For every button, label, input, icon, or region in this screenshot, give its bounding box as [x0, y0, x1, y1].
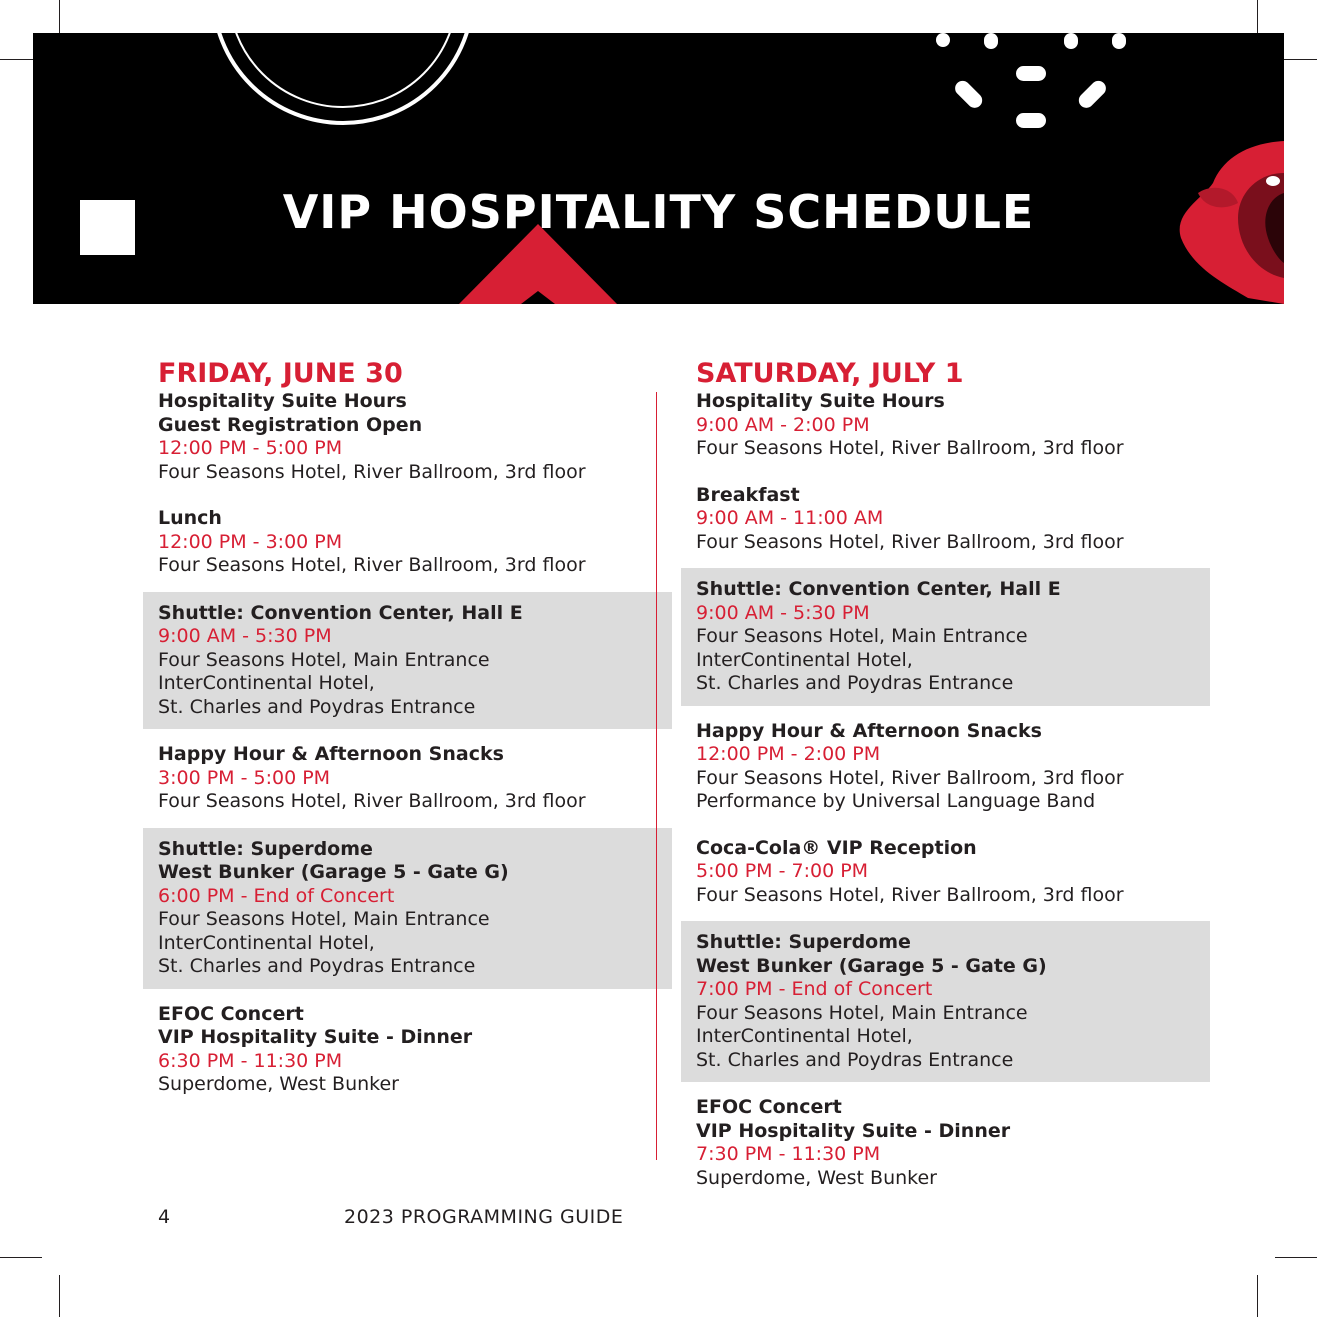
event-time: 12:00 PM - 2:00 PM — [696, 743, 881, 765]
event-location: Four Seasons Hotel, River Ballroom, 3rd floor — [696, 766, 1124, 789]
event-block — [696, 720, 1172, 814]
event-block — [158, 743, 634, 814]
crop-mark — [59, 1275, 60, 1317]
event-block — [696, 1096, 1172, 1190]
event-time: 7:30 PM - 11:30 PM — [696, 1143, 881, 1165]
event-block — [696, 390, 1172, 461]
event-title: Hospitality Suite Hours — [696, 390, 945, 412]
page-number: 4 — [158, 1206, 171, 1228]
column-divider — [656, 392, 657, 1160]
event-location: St. Charles and Poydras Entrance — [696, 1048, 1014, 1071]
day-column-friday — [158, 358, 634, 1097]
event-block — [696, 484, 1172, 555]
event-title: Coca-Cola® VIP Reception — [696, 836, 977, 859]
crop-mark — [1275, 1257, 1317, 1258]
event-title: Lunch — [158, 507, 222, 529]
event-block — [696, 837, 1172, 908]
header-banner — [33, 33, 1284, 304]
event-location: St. Charles and Poydras Entrance — [158, 955, 476, 977]
event-time: 9:00 AM - 5:30 PM — [158, 625, 332, 647]
event-title: VIP Hospitality Suite - Dinner — [158, 1026, 473, 1048]
day-heading: SATURDAY, JULY 1 — [696, 358, 964, 389]
event-time: 12:00 PM - 3:00 PM — [158, 530, 343, 553]
event-title: VIP Hospitality Suite - Dinner — [696, 1119, 1011, 1142]
crop-mark — [1257, 1275, 1258, 1317]
event-location: Four Seasons Hotel, River Ballroom, 3rd floor — [158, 460, 586, 483]
event-location: Four Seasons Hotel, River Ballroom, 3rd floor — [158, 554, 586, 576]
event-block — [158, 1003, 634, 1097]
event-location: Four Seasons Hotel, River Ballroom, 3rd floor — [696, 437, 1124, 459]
event-title: Guest Registration Open — [158, 413, 423, 436]
event-time: 6:30 PM - 11:30 PM — [158, 1049, 343, 1072]
event-location: St. Charles and Poydras Entrance — [696, 672, 1014, 694]
event-time: 12:00 PM - 5:00 PM — [158, 437, 343, 459]
event-location: Superdome, West Bunker — [158, 1073, 399, 1095]
shuttle-event-block — [143, 592, 672, 730]
event-location: Four Seasons Hotel, River Ballroom, 3rd floor — [158, 790, 586, 812]
event-location: Four Seasons Hotel, River Ballroom, 3rd floor — [696, 883, 1124, 906]
event-location: St. Charles and Poydras Entrance — [158, 695, 476, 718]
event-location: Four Seasons Hotel, Main Entrance — [696, 625, 1028, 647]
banner-decorations — [33, 33, 1284, 304]
event-location: InterContinental Hotel, — [158, 672, 375, 694]
event-title: Happy Hour & Afternoon Snacks — [158, 743, 504, 765]
event-time: 7:00 PM - End of Concert — [696, 978, 933, 1000]
event-title: EFOC Concert — [158, 1002, 304, 1025]
event-time: 9:00 AM - 11:00 AM — [696, 507, 884, 529]
event-title: Hospitality Suite Hours — [158, 390, 407, 412]
event-time: 5:00 PM - 7:00 PM — [696, 860, 869, 882]
event-title: West Bunker (Garage 5 - Gate G) — [696, 954, 1047, 977]
event-location: InterContinental Hotel, — [696, 648, 913, 671]
event-location: Superdome, West Bunker — [696, 1166, 937, 1189]
shuttle-event-block — [681, 568, 1210, 706]
event-block — [158, 507, 634, 578]
event-title: Shuttle: Superdome — [158, 837, 373, 860]
event-title: Shuttle: Convention Center, Hall E — [696, 578, 1061, 600]
sunburst-dots-decoration — [936, 33, 1126, 128]
event-title: West Bunker (Garage 5 - Gate G) — [158, 861, 509, 883]
event-time: 3:00 PM - 5:00 PM — [158, 766, 331, 789]
guide-title: 2023 PROGRAMMING GUIDE — [344, 1206, 624, 1228]
day-column-saturday — [696, 358, 1172, 1190]
crop-mark — [0, 1257, 42, 1258]
event-time: 9:00 AM - 2:00 PM — [696, 413, 870, 436]
event-title: EFOC Concert — [696, 1096, 842, 1118]
event-title: Happy Hour & Afternoon Snacks — [696, 719, 1042, 742]
event-location: InterContinental Hotel, — [696, 1025, 913, 1047]
event-block — [158, 390, 634, 484]
event-location: Four Seasons Hotel, Main Entrance — [696, 1001, 1028, 1024]
event-title: Shuttle: Convention Center, Hall E — [158, 601, 523, 624]
event-time: 9:00 AM - 5:30 PM — [696, 601, 870, 624]
event-time: 6:00 PM - End of Concert — [158, 884, 395, 907]
shuttle-event-block — [681, 921, 1210, 1082]
event-location: Four Seasons Hotel, River Ballroom, 3rd floor — [696, 530, 1124, 553]
event-location: Four Seasons Hotel, Main Entrance — [158, 908, 490, 930]
day-heading: FRIDAY, JUNE 30 — [158, 358, 403, 389]
event-location: Performance by Universal Language Band — [696, 790, 1096, 812]
event-location: Four Seasons Hotel, Main Entrance — [158, 648, 490, 671]
page-title: VIP HOSPITALITY SCHEDULE — [282, 185, 1035, 239]
event-location: InterContinental Hotel, — [158, 931, 375, 954]
event-title: Breakfast — [696, 483, 800, 506]
shuttle-event-block — [143, 828, 672, 989]
event-title: Shuttle: Superdome — [696, 931, 911, 953]
